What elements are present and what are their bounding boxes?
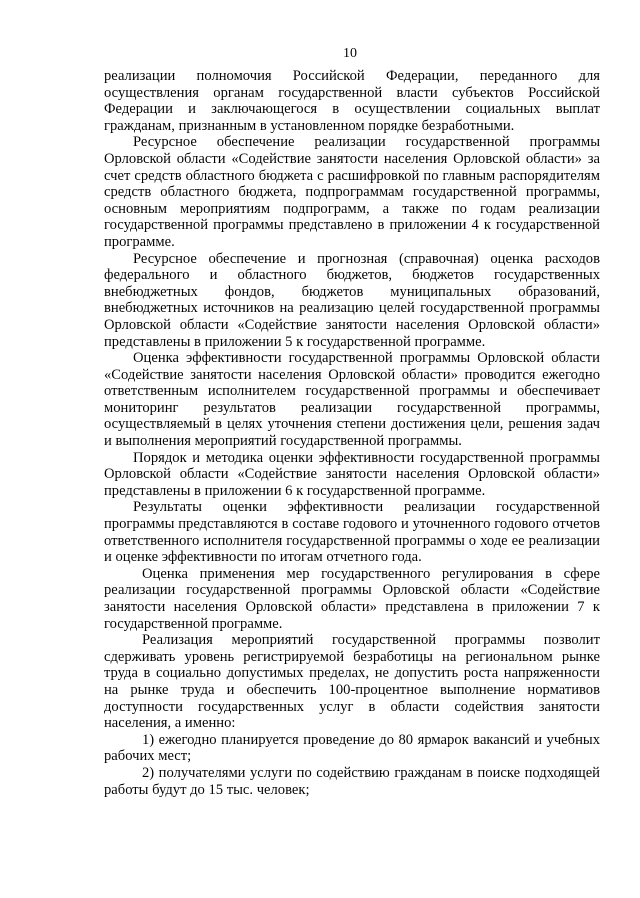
page-number: 10 [343,46,357,61]
list-item-1: 1) ежегодно планируется проведение до 80 ярмарок вакансий и учебных рабочих мест; [104,731,600,765]
paragraph-1: реализации полномочия Российской Федерации, переданного для осуществления органам государственной власти субъектов Российской Федерации и заключающегося в осуществлении социальных выплат гражданам, признанным в установленном порядке безработными. [104,68,600,134]
paragraph-4: Оценка эффективности государственной программы Орловской области «Содействие занятости населения Орловской области» проводится ежегодно ответственным исполнителем государственной программы и обеспечивает мониторинг результатов реализации государственной программы, осуществляемый в целях уточнения степени достижения цели, решения задач и выполнения мероприятий государственной программы. [104,350,600,450]
paragraph-8: Реализация мероприятий государственной программы позволит сдерживать уровень регистрируемой безработицы на региональном рынке труда в социально допустимых пределах, не допустить роста напряженности на рынке труда и обеспечить 100-процентное выполнение нормативов доступности государственных услуг в области содействия занятости населения, а именно: [104,632,600,732]
paragraph-6: Результаты оценки эффективности реализации государственной программы представляются в составе годового и уточненного годового отчетов ответственного исполнителя государственной программы о ходе ее реализации и оценке эффективности по итогам отчетного года. [104,499,600,566]
paragraph-3: Ресурсное обеспечение и прогнозная (справочная) оценка расходов федерального и областного бюджетов, бюджетов государственных внебюджетных фондов, бюджетов муниципальных образований, внебюджетных источников на реализацию целей государственной программы Орловской области «Содействие занятости населения Орловской области» представлены в приложении 5 к государственной программе. [104,250,600,350]
paragraph-5: Порядок и методика оценки эффективности государственной программы Орловской области «Содействие занятости населения Орловской области» представлены в приложении 6 к государственной программе. [104,449,600,499]
paragraph-2: Ресурсное обеспечение реализации государственной программы Орловской области «Содействие занятости населения Орловской области» за счет средств областного бюджета с расшифровкой по главным распорядителям средств областного бюджета, подпрограммам государственной программы, основным мероприятиям подпрограмм, а также по годам реализации государственной программы представлено в приложении 4 к государственной программе. [104,134,600,250]
list-item-2: 2) получателями услуги по содействию гражданам в поиске подходящей работы будут до 15 тыс. человек; [104,764,600,798]
paragraph-7: Оценка применения мер государственного регулирования в сфере реализации государственной программы Орловской области «Содействие занятости населения Орловской области» представлена в приложении 7 к государственной программе. [104,565,600,632]
document-body [104,68,600,798]
